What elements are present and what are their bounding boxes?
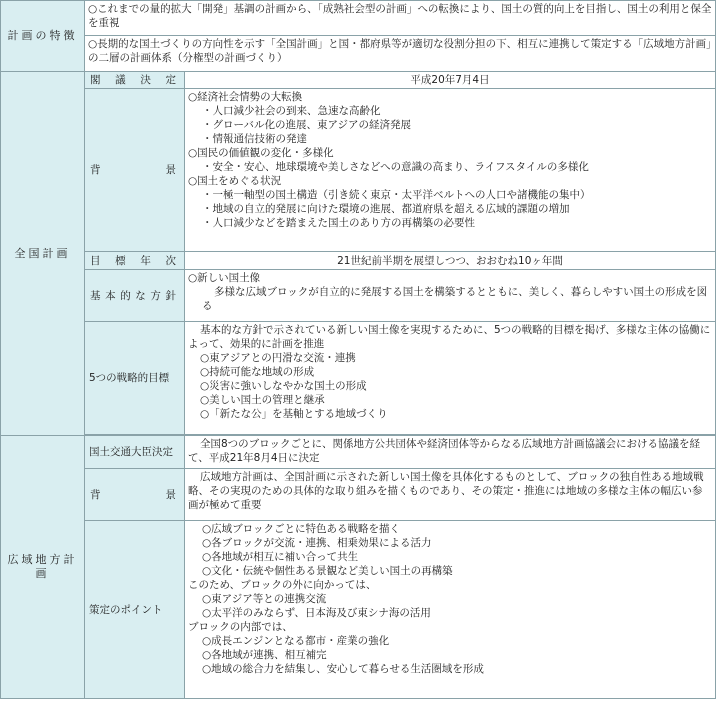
national-strategy-item: ○災害に強いしなやかな国土の形成 (200, 380, 367, 392)
regional-points-list (188, 522, 712, 676)
national-background-item: ・地域の自立的発展に向けた環境の進展、都道府県を超える広域的課題の増加 (202, 203, 570, 215)
national-background-content (185, 89, 716, 252)
regional-points-label: 策定のポイント (85, 521, 185, 699)
national-policy-content (185, 270, 716, 322)
national-strategy-list (188, 351, 712, 421)
regional-point-item: このため、ブロックの外に向かっては、 (188, 579, 377, 591)
regional-point-item: ○成長エンジンとなる都市・産業の強化 (202, 635, 390, 647)
national-background-item: ・安全・安心、地球環境や美しさなどへの意識の高まり、ライフスタイルの多様化 (202, 161, 589, 173)
feature-point-2: ○長期的な国土づくりの方向性を示す「全国計画」と国・都府県等が適切な役割分担の下、相互に連携して策定する「広域地方計画」の二層の計画体系（分権型の計画づくり） (85, 36, 716, 72)
national-strategy-content (185, 322, 716, 435)
national-background-item: ・グローバル化の進展、東アジアの経済発展 (202, 119, 412, 131)
national-background-item: ○国土をめぐる状況 (188, 175, 282, 187)
national-decision-label: 閣議決定 (85, 72, 185, 89)
national-strategy-intro: 基本的な方針で示されている新しい国土像を実現するために、5つの戦略的目標を掲げ、多様な主体の協働によって、効果的に計画を推進 (188, 324, 711, 350)
national-strategy-item: ○美しい国土の管理と継承 (200, 394, 325, 406)
national-background-item: ・情報通信技術の発達 (202, 133, 307, 145)
regional-point-item: ○太平洋のみならず、日本海及び東シナ海の活用 (202, 607, 431, 619)
regional-point-item: ○文化・伝統や個性ある景観など美しい国土の再構築 (202, 565, 453, 577)
regional-decision-content (185, 436, 716, 469)
regional-point-item: ブロックの内部では、 (188, 621, 293, 633)
national-decision-row (1, 72, 716, 89)
national-background-item: ○経済社会情勢の大転換 (188, 91, 303, 103)
national-target-value: 21世紀前半期を展望しつつ、おおむね10ヶ年間 (185, 252, 716, 270)
regional-decision-row (1, 436, 716, 469)
national-target-row (1, 252, 716, 270)
national-target-label: 目標年次 (85, 252, 185, 270)
national-background-row (1, 89, 716, 252)
national-decision-date: 平成20年7月4日 (185, 72, 716, 89)
regional-point-item: ○各地域が連携、相互補完 (202, 649, 327, 661)
feature-row-1 (1, 1, 716, 36)
national-strategy-item: ○持続可能な地域の形成 (200, 366, 315, 378)
regional-decision-label: 国土交通大臣決定 (85, 436, 185, 469)
regional-point-item: ○各地域が相互に補い合って共生 (202, 551, 359, 563)
national-strategy-row (1, 322, 716, 435)
national-background-item: ・一極一軸型の国土構造（引き続く東京・太平洋ベルトへの人口や諸機能の集中） (202, 189, 591, 201)
regional-background-label: 背景 (85, 469, 185, 521)
regional-points-content (185, 521, 716, 699)
regional-point-item: ○地域の総合力を結集し、安心して暮らせる生活圏域を形成 (202, 663, 484, 675)
national-background-list (188, 90, 712, 230)
national-policy-body: 多様な広域ブロックが自立的に発展する国土を構築するとともに、美しく、暮らしやすい国土の形成を図る (202, 286, 708, 312)
national-strategy-item: ○東アジアとの円滑な交流・連携 (200, 352, 356, 364)
feature-point-1: ○これまでの量的拡大「開発」基調の計画から、「成熟社会型の計画」への転換により、国土の質的向上を目指し、国土の利用と保全を重視 (85, 1, 716, 36)
regional-point-item: ○東アジア等との連携交流 (202, 593, 327, 605)
national-background-item: ・人口減少などを踏まえた国土のあり方の再構築の必要性 (202, 217, 475, 229)
national-policy-row (1, 270, 716, 322)
regional-decision-text: 全国8つのブロックごとに、関係地方公共団体や経済団体等からなる広域地方計画協議会における協議を経て、平成21年8月4日に決定 (188, 438, 700, 464)
feature-section-label: 計画の特徴 (1, 1, 85, 72)
regional-background-row (1, 469, 716, 521)
national-strategy-item: ○「新たな公」を基軸とする地域づくり (200, 408, 388, 420)
national-background-item: ○国民の価値観の変化・多様化 (188, 147, 334, 159)
national-strategy-label: 5つの戦略的目標 (85, 322, 185, 435)
regional-points-row (1, 521, 716, 699)
national-policy-label: 基本的な方針 (85, 270, 185, 322)
regional-background-content (185, 469, 716, 521)
national-section-label: 全国計画 (1, 72, 85, 436)
regional-section-label: 広域地方計画 (1, 436, 85, 699)
national-policy-heading: ○新しい国土像 (188, 272, 261, 284)
regional-background-text: 広域地方計画は、全国計画に示された新しい国土像を具体化するものとして、ブロックの独自性ある地域戦略、その実現のための具体的な取り組みを描くものであり、その策定・推進には地域の多様な主体の幅広い参画が極めて重要 (188, 471, 704, 511)
regional-point-item: ○広域ブロックごとに特色ある戦略を描く (202, 523, 400, 535)
feature-row-2 (1, 36, 716, 72)
regional-point-item: ○各ブロックが交流・連携、相乗効果による活力 (202, 537, 432, 549)
national-background-item: ・人口減少社会の到来、急速な高齢化 (202, 105, 381, 117)
national-background-label: 背景 (85, 89, 185, 252)
